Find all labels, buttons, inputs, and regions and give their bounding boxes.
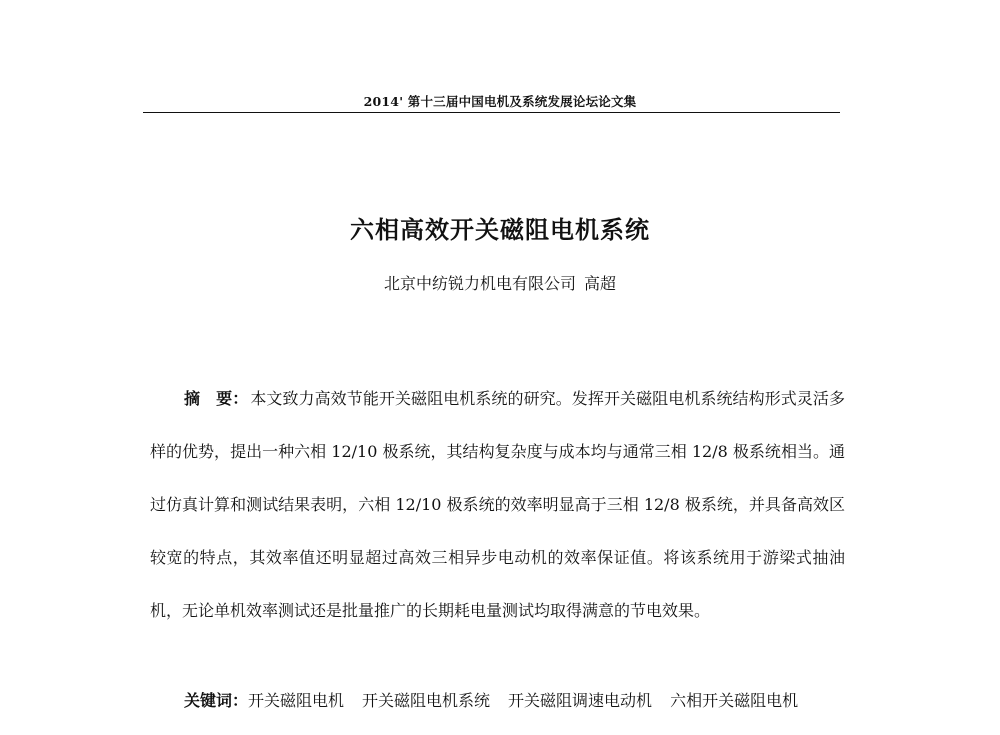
header-rule bbox=[143, 112, 840, 113]
author-name: 高超 bbox=[584, 274, 617, 293]
keyword-item: 开关磁阻电机 bbox=[248, 691, 345, 710]
author-line bbox=[0, 271, 1000, 294]
paper-title: 六相高效开关磁阻电机系统 bbox=[350, 216, 650, 244]
keyword-item: 开关磁阻调速电动机 bbox=[508, 691, 653, 710]
running-header: 2014' 第十三届中国电机及系统发展论坛论文集 bbox=[363, 94, 637, 109]
keyword-item: 开关磁阻电机系统 bbox=[362, 691, 491, 710]
abstract-label: 摘 要： bbox=[184, 389, 249, 408]
affiliation: 北京中纺锐力机电有限公司 bbox=[383, 274, 576, 293]
abstract-text: 本文致力高效节能开关磁阻电机系统的研究。发挥开关磁阻电机系统结构形式灵活多样的优势，提出一种六相 12/10 极系统，其结构复杂度与成本均与通常三相 12/8 极系统相当。通过仿真计算和测试结果表明，六相 12/10 极系统的效率明显高于三相 12/8 极系统，并具备高效区较宽的特点，其效率值还明显超过高效三相异步电动机的效率保证值。将该系统用于游梁式抽油机，无论单机效率测试还是批量推广的长期耗电量测试均取得满意的节电效果。 bbox=[150, 389, 845, 620]
keyword-item: 六相开关磁阻电机 bbox=[670, 691, 799, 710]
keywords bbox=[184, 688, 864, 711]
keywords-label: 关键词： bbox=[184, 691, 249, 710]
abstract bbox=[150, 372, 845, 637]
